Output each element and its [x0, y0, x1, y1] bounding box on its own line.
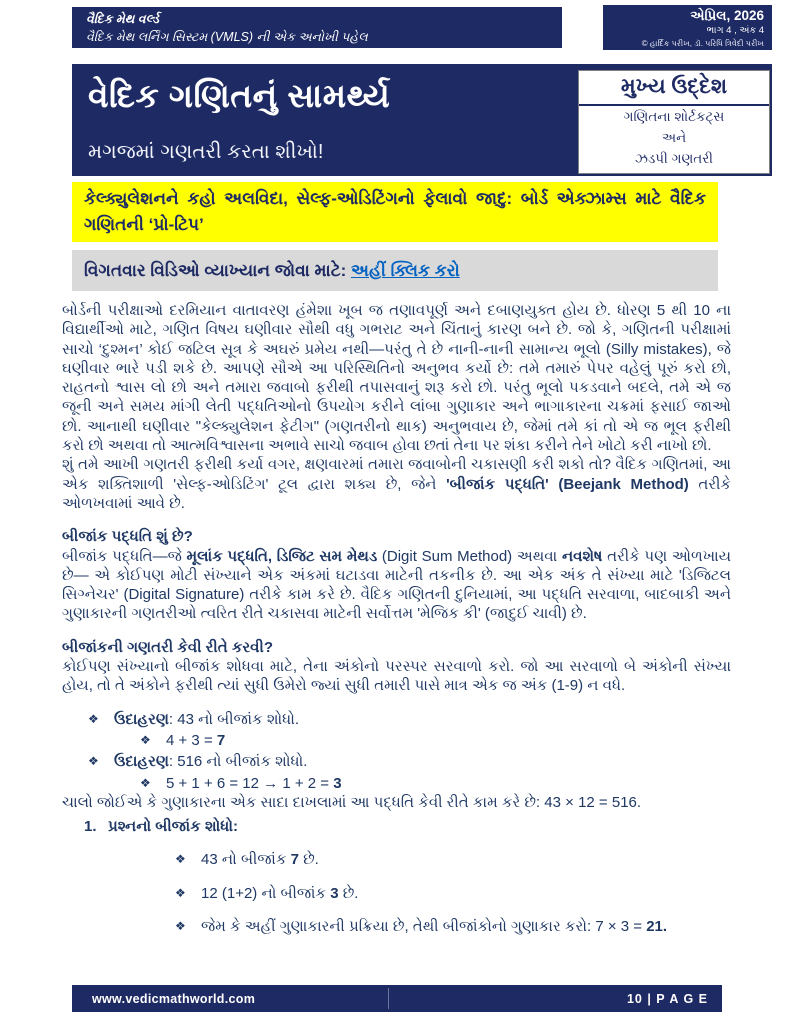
issue-date: એપ્રિલ, 2026	[690, 8, 764, 23]
objective-line-2: અને	[661, 130, 687, 145]
example-516-solution-text	[155, 774, 342, 793]
page-title: વેદિક ગણિતનું સામર્થ્ય	[88, 77, 391, 114]
step-result: 21.	[646, 918, 668, 936]
solution-result: 3	[333, 774, 342, 792]
article-body	[62, 301, 731, 936]
section-heading-what-is-beejank: બીજાંક પદ્ધતિ શું છે?	[62, 528, 193, 546]
example-list	[62, 710, 731, 793]
footer-page-number: 10 | P A G E	[626, 991, 708, 1006]
bullet-diamond-icon: ❖	[175, 852, 186, 867]
objective-heading: મુખ્ય ઉદ્દેશ	[579, 71, 769, 106]
footer-divider	[388, 988, 389, 1009]
section-heading-how-to-calculate: બીજાંકની ગણતરી કેવી રીતે કરવી?	[62, 638, 273, 656]
definition-text-1: બીજાંક પદ્ધતિ—જે	[62, 547, 187, 565]
paragraph-question-text: શું તમે આખી ગણતરી ફરીથી કર્યા વગર, ક્ષણવારમાં તમારા જવાબોની ચકાસણી કરી શકો તો? વૈદિક ગણિતમાં, આ એક શક્તિશાળી 'સેલ્ફ-ઓડિટિંગ' ટૂલ દ્વારા શક્ય છે, જેને	[62, 456, 731, 493]
paragraph-beejank-definition	[62, 547, 731, 624]
video-cta-label: વિગતવાર વિડિઓ વ્યાખ્યાન જોવા માટે:	[84, 261, 352, 280]
highlight-banner: કેલ્ક્યુલેશનને કહો અલવિદા, સેલ્ફ-ઓડિટિંગનો ફેલાવો જાદુ: બોર્ડ એક્ઝામ્સ માટે વૈદિક ગણિતની ‘પ્રો-ટિપ’	[72, 182, 718, 242]
paragraph-question	[62, 455, 731, 513]
bullet-diamond-icon: ❖	[175, 885, 186, 900]
example-516-task: : 516 નો બીજાંક શોધો.	[168, 753, 308, 771]
step-bullet-beejank-43	[175, 850, 731, 869]
objective-line-1: ગણિતના શોર્ટકટ્સ	[623, 109, 725, 124]
copyright-line: © હાર્દિક પરીખ, ડૉ. પરિધિ ત્રિવેદી પરીખ	[641, 39, 764, 48]
step-text: 43 નો બીજાંક	[201, 851, 291, 869]
paragraph-calculation-method: કોઈપણ સંખ્યાનો બીજાંક શોધવા માટે, તેના અંકોનો પરસ્પર સરવાળો કરો. જો આ સરવાળો બે અંકોની સંખ્યા હોય, તો તે અંકોને ફરીથી ત્યાં સુધી ઉમેરો જ્યાં સુધી તમારી પાસે માત્ર એક જ અંક (1-9) ન વધે.	[62, 658, 731, 695]
example-516-text	[103, 752, 307, 771]
paragraph-multiplication-demo: ચાલો જોઈએ કે ગુણાકારના એક સાદા દાખલામાં આ પદ્ધતિ કેવી રીતે કામ કરે છે: 43 × 12 = 516.	[62, 793, 642, 811]
step-result: 7	[290, 851, 299, 869]
list-item-example-43-solution	[140, 731, 731, 750]
navshesh-bold: નવશેષ	[561, 547, 603, 565]
definition-text-2: (Digit Sum Method) અથવા	[377, 547, 562, 565]
example-43-solution-text	[155, 731, 225, 750]
brand-name: વૈદિક મેથ વર્લ્ડ	[86, 12, 159, 26]
objective-line-3: ઝડપી ગણતરી	[634, 151, 714, 166]
bullet-diamond-icon: ❖	[140, 775, 151, 790]
step-bullet-text	[190, 850, 319, 869]
solution-expression: 4 + 3 =	[166, 731, 217, 749]
step-result: 3	[330, 884, 339, 902]
example-43-text	[103, 710, 299, 729]
masthead-brand-block	[72, 7, 562, 48]
video-link[interactable]: અહીં ક્લિક કરો	[351, 261, 460, 280]
step-bullet-text	[190, 917, 667, 936]
footer-website[interactable]: www.vedicmathworld.com	[92, 991, 256, 1006]
bullet-diamond-icon: ❖	[88, 711, 99, 726]
paragraph-intro: બોર્ડની પરીક્ષાઓ દરમિયાન વાતાવરણ હંમેશા ખૂબ જ તણાવપૂર્ણ અને દબાણયુક્ત હોય છે. ધોરણ 5 થી 10 ના વિદ્યાર્થીઓ માટે, ગણિત વિષય ઘણીવાર સૌથી વધુ ગભરાટ અને ચિંતાનું કારણ બને છે. જો કે, ગણિતની પરીક્ષામાં સાચો ‘દુશ્મન’ કોઈ જટિલ સૂત્ર કે અઘરું પ્રમેય નથી—પરંતુ તે છે નાની-નાની સામાન્ય ભૂલો (Silly mistakes), જે ઘણીવાર ભારે પડી શકે છે. આપણે સૌએ આ પરિસ્થિતિનો અનુભવ કર્યો છે: તમે તમારું પેપર વહેલું પૂરું કરો છો, રાહતનો શ્વાસ લો છો અને તમારા જવાબો ફરીથી તપાસવાનું શરૂ કરો છો. પરંતુ ભૂલો પકડવાને બદલે, તમે એ જ જૂની અને સમય માંગી લેતી પદ્ધતિઓનો ઉપયોગ કરીને લાંબા ગુણાકાર અને ભાગાકારના ચક્રમાં ફસાઈ જાઓ છો. આનાથી ઘણીવાર "કેલ્ક્યુલેશન ફેટીગ" (ગણતરીનો થાક) અનુભવાય છે, જેમાં તમે કાં તો એ જ ભૂલ ફરીથી કરો છો અથવા તો આત્મવિશ્વાસના અભાવે સાચો જવાબ હોવા છતાં તેના પર શંકા કરીને તેને ખોટો કરી નાખો છો.	[62, 302, 731, 455]
step-text: જેમ કે અહીં ગુણાકારની પ્રક્રિયા છે, તેથી બીજાંકોનો ગુણાકાર કરો: 7 × 3 =	[201, 918, 647, 936]
title-block	[72, 64, 772, 176]
solution-expression: 5 + 1 + 6 = 12 → 1 + 2 =	[166, 774, 334, 792]
step-text: 12 (1+2) નો બીજાંક	[201, 884, 331, 902]
solution-result: 7	[216, 731, 226, 749]
video-cta-bar	[72, 250, 718, 291]
step-text-end: છે.	[338, 884, 359, 902]
main-objective-box	[578, 70, 770, 174]
example-label: ઉદાહરણ	[114, 753, 169, 771]
step-1-heading	[84, 817, 731, 836]
step-number: 1.	[84, 818, 97, 836]
list-item-example-43	[88, 710, 731, 729]
step-bullet-beejank-12	[175, 884, 731, 903]
alias-names-bold: મૂલાંક પદ્ધતિ, ડિજિટ સમ મેથડ	[186, 547, 378, 565]
step-title: પ્રશ્નનો બીજાંક શોધો:	[108, 818, 239, 836]
page-footer	[72, 985, 722, 1012]
bullet-diamond-icon: ❖	[175, 919, 186, 934]
masthead-issue-block	[603, 5, 772, 50]
definition-text-3: તરીકે પણ ઓળખાય છે— એ કોઈપણ મોટી સંખ્યાને એક અંકમાં ઘટાડવા માટેની તકનીક છે. આ એક અંક તે સંખ્યા માટે 'ડિજિટલ સિગ્નેચર' (Digital Signature) તરીકે કામ કરે છે. વૈદિક ગણિતની દુનિયામાં, આ પદ્ધતિ સરવાળા, બાદબાકી અને ગુણાકારની ગણતરીઓ ત્વરિત રીતે ચકાસવા માટેની સર્વોત્તમ 'મેજિક કી' (જાદુઈ ચાવી) છે.	[62, 547, 732, 623]
list-item-example-516	[88, 752, 731, 771]
step-bullet-multiply-beejanks	[175, 917, 731, 936]
brand-tagline: વૈદિક મેથ લર્નિંગ સિસ્ટમ (VMLS) ની એક અનોખી પહેલ	[86, 30, 368, 44]
example-43-task: : 43 નો બીજાંક શોધો.	[168, 710, 300, 728]
bullet-diamond-icon: ❖	[88, 754, 99, 769]
step-bullet-text	[190, 884, 358, 903]
example-label: ઉદાહરણ	[114, 710, 169, 728]
bullet-diamond-icon: ❖	[140, 732, 151, 747]
beejank-method-name: 'બીજાંક પદ્ધતિ' (Beejank Method)	[446, 475, 689, 493]
paragraph-question-end: તરીકે ઓળખવામાં આવે છે.	[62, 475, 732, 512]
step-text-end: છે.	[298, 851, 319, 869]
list-item-example-516-solution	[140, 774, 731, 793]
page-subtitle: મગજમાં ગણતરી કરતા શીખો!	[88, 141, 324, 163]
issue-number: ભાગ 4 , અંક 4	[706, 25, 764, 36]
